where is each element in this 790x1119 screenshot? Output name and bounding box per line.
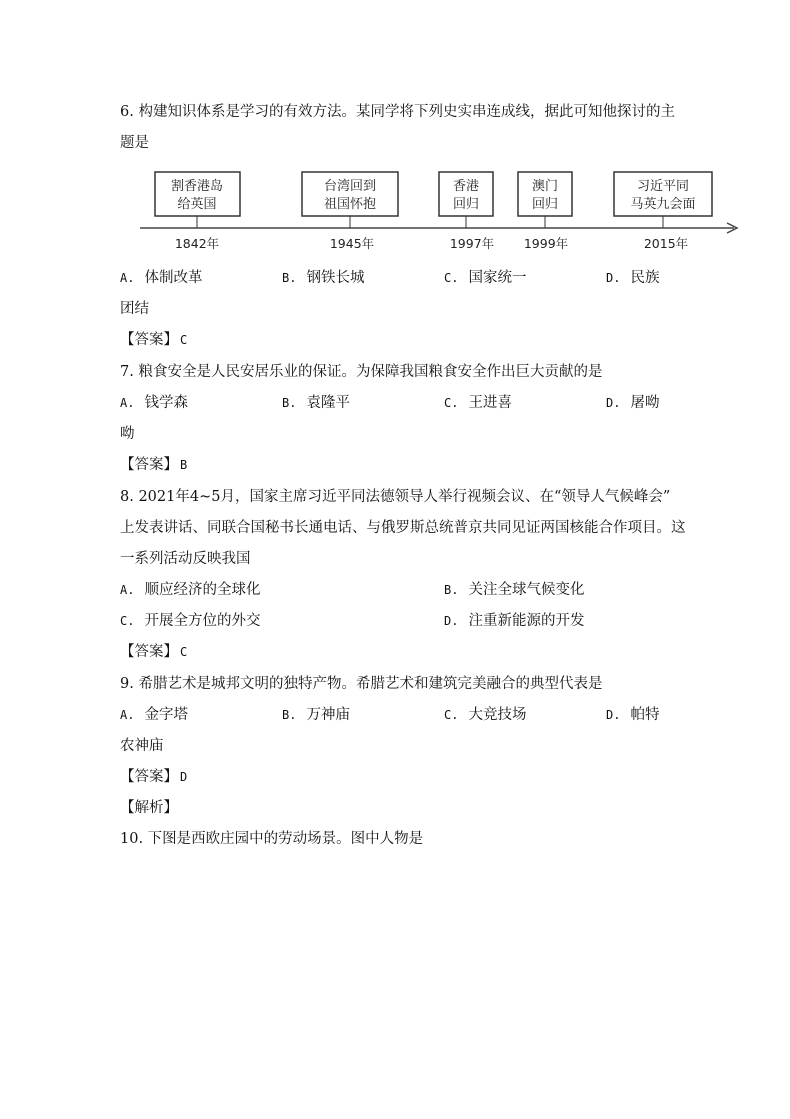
q6-option-d-wrap: 团结 [120,301,149,317]
q9-stem: 9. 希腊艺术是城邦文明的独特产物。希腊艺术和建筑完美融合的典型代表是 [120,676,603,692]
timeline-event-4-line2: 回归 [531,197,559,212]
q6-stem-line1: 6. 构建知识体系是学习的有效方法。某同学将下列史实串连成线，据此可知他探讨的主 [120,104,675,120]
q7-option-d-wrap: 呦 [120,426,135,442]
timeline-event-1-line2: 给英国 [177,197,217,212]
q6-option-b: B. 钢铁长城 [282,270,365,286]
q7-stem: 7. 粮食安全是人民安居乐业的保证。为保障我国粮食安全作出巨大贡献的是 [120,364,603,380]
q9-option-c: C. 大竞技场 [444,707,527,723]
q7-option-b: B. 袁隆平 [282,395,350,411]
q8-answer: 【答案】 C [120,644,188,660]
q6-stem-line2: 题是 [120,135,149,151]
q8-option-c: C. 开展全方位的外交 [120,613,261,629]
q7-answer: 【答案】 B [120,457,188,473]
q6-option-a: A. 体制改革 [120,270,203,286]
q7-option-c: C. 王进喜 [444,395,512,411]
timeline-year-2: 1945年 [329,236,375,251]
q9-option-d: D. 帕特 [606,707,660,723]
timeline-year-4: 1999年 [523,236,569,251]
timeline-event-2-line2: 祖国怀抱 [323,197,377,212]
q7-option-d: D. 屠呦 [606,395,660,411]
q8-option-d: D. 注重新能源的开发 [444,613,585,629]
timeline-event-3-line1: 香港 [452,179,480,194]
q9-analysis-label: 【解析】 [120,800,178,816]
q9-option-d-wrap: 农神庙 [120,738,164,754]
q7-option-a: A. 钱学森 [120,395,188,411]
timeline-event-3-line2: 回归 [452,197,480,212]
q6-option-c: C. 国家统一 [444,270,527,286]
q10-stem: 10. 下图是西欧庄园中的劳动场景。图中人物是 [120,831,424,847]
q6-answer: 【答案】 C [120,332,188,348]
timeline-year-1: 1842年 [174,236,220,251]
q8-option-b: B. 关注全球气候变化 [444,582,585,598]
q8-option-a: A. 顺应经济的全球化 [120,582,261,598]
q8-stem-line3: 一系列活动反映我国 [120,551,251,567]
timeline-year-5: 2015年 [643,236,689,251]
q9-option-a: A. 金字塔 [120,707,188,723]
q6-timeline [0,0,790,270]
q8-stem-line2: 上发表讲话、同联合国秘书长通电话、与俄罗斯总统普京共同见证两国核能合作项目。这 [120,520,686,536]
timeline-event-2-line1: 台湾回到 [323,179,377,194]
q9-option-b: B. 万神庙 [282,707,350,723]
timeline-event-1-line1: 割香港岛 [170,179,224,194]
timeline-event-4-line1: 澳门 [531,179,559,194]
q6-option-d: D. 民族 [606,270,660,286]
timeline-event-5-line2: 马英九会面 [630,197,696,212]
timeline-year-3: 1997年 [449,236,495,251]
timeline-event-5-line1: 习近平同 [636,179,690,194]
q9-answer: 【答案】 D [120,769,188,785]
q8-stem-line1: 8. 2021年4~5月，国家主席习近平同法德领导人举行视频会议、在“领导人气候峰会” [120,489,671,505]
